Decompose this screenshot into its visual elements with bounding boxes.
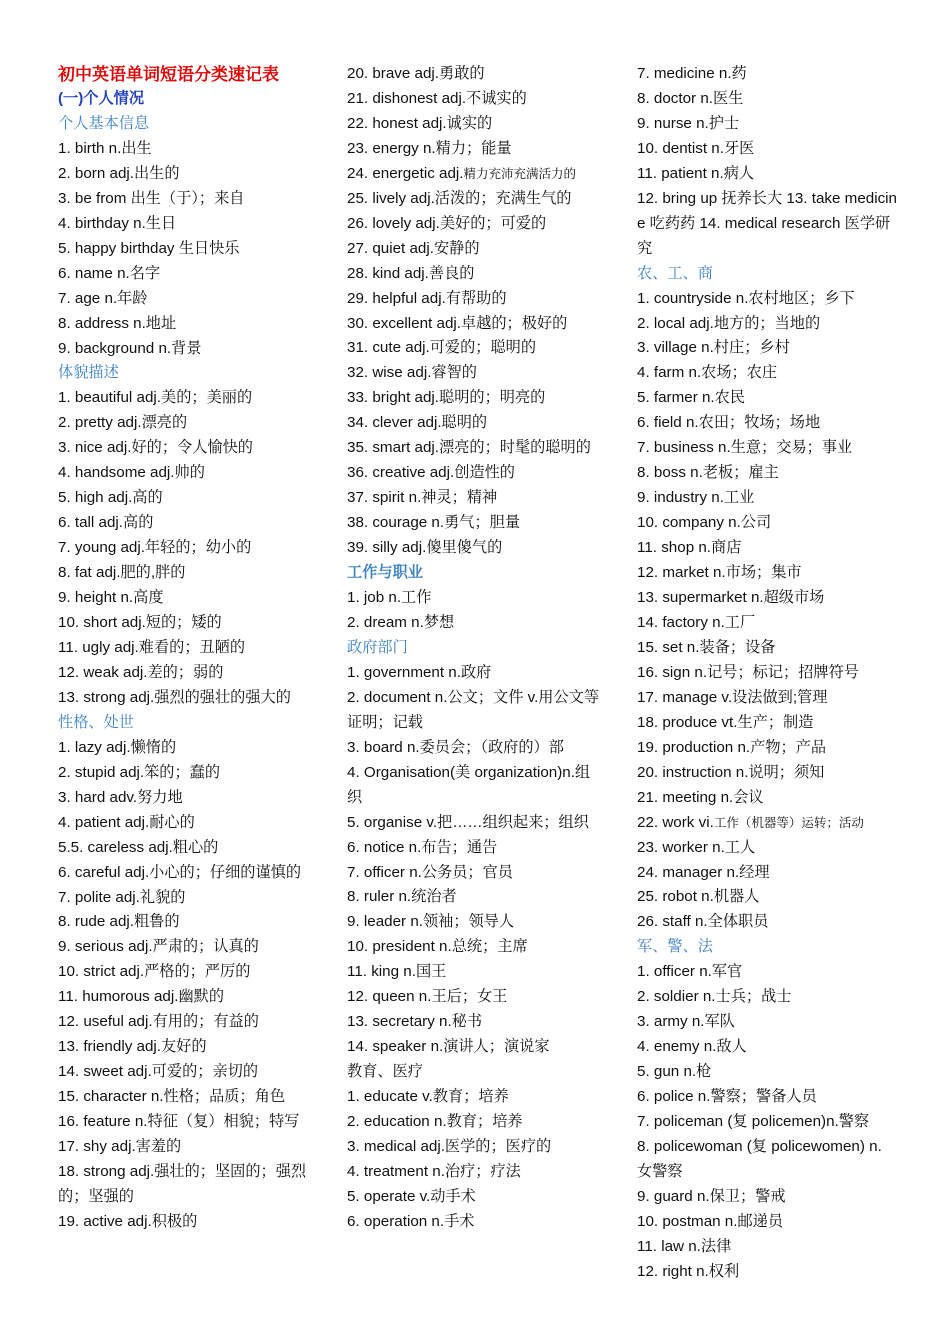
vocab-entry: 6. notice n.布告；通告 <box>347 838 498 856</box>
vocab-entry: 6. police n.警察；警备人员 <box>637 1088 817 1106</box>
vocab-entry: 26. lovely adj.美好的；可爱的 <box>347 214 547 232</box>
vocab-entry: 教育、医疗 <box>347 1063 423 1081</box>
vocab-entry: 15. character n.性格；品质；角色 <box>58 1088 286 1106</box>
vocab-entry: 16. sign n.记号；标记；招牌符号 <box>637 663 859 681</box>
vocab-entry: 15. set n.装备；设备 <box>637 638 776 656</box>
vocab-entry: 14. speaker n.演讲人；演说家 <box>347 1038 550 1056</box>
vocab-entry: 25. robot n.机器人 <box>637 888 760 906</box>
vocab-entry: 20. instruction n.说明；须知 <box>637 763 825 781</box>
vocab-entry: 11. ugly adj.难看的；丑陋的 <box>58 638 246 656</box>
vocab-entry: 6. field n.农田；牧场；场地 <box>637 414 821 432</box>
vocab-entry: 10. strict adj.严格的；严厉的 <box>58 963 251 981</box>
vocab-entry: 11. king n.国王 <box>347 963 447 981</box>
vocab-entry: 10. postman n.邮递员 <box>637 1212 784 1230</box>
section-heading: 性格、处世 <box>58 713 134 731</box>
vocab-entry: 9. height n.高度 <box>58 589 164 607</box>
vocab-entry: 10. dentist n.牙医 <box>637 139 755 157</box>
vocab-entry: 24. energetic adj.精力充沛充满活力的 <box>347 164 577 182</box>
vocab-entry: 1. officer n.军官 <box>637 963 743 981</box>
vocab-entry: 8. doctor n.医生 <box>637 89 744 107</box>
vocab-entry: 3. village n.村庄；乡村 <box>637 339 790 357</box>
vocab-entry: 3. nice adj.好的；令人愉快的 <box>58 439 253 457</box>
vocab-entry: 28. kind adj.善良的 <box>347 264 475 282</box>
vocab-entry: 12. weak adj.差的；弱的 <box>58 663 224 681</box>
vocab-entry: 18. strong adj.强壮的；坚固的；强烈的；坚强的 <box>58 1162 307 1205</box>
vocab-entry: 23. energy n.精力；能量 <box>347 139 512 157</box>
vocab-entry: 7. officer n.公务员；官员 <box>347 863 513 881</box>
vocab-entry: 9. guard n.保卫；警戒 <box>637 1187 786 1205</box>
vocab-entry: 22. work vi.工作（机器等）运转；活动 <box>637 813 864 831</box>
vocab-entry: 3. be from 出生（于）；来自 <box>58 189 245 207</box>
vocab-entry: 8. rude adj.粗鲁的 <box>58 913 180 931</box>
vocab-entry: 8. fat adj.肥的,胖的 <box>58 564 186 582</box>
vocab-entry: 12. market n.市场；集市 <box>637 564 802 582</box>
vocab-entry: 5. farmer n.农民 <box>637 389 746 407</box>
vocab-entry: 1. government n.政府 <box>347 663 492 681</box>
vocab-entry: 20. brave adj.勇敢的 <box>347 65 485 82</box>
vocab-entry: 30. excellent adj.卓越的；极好的 <box>347 314 568 332</box>
vocab-entry: 38. courage n.勇气；胆量 <box>347 514 521 532</box>
section-heading: 政府部门 <box>347 638 408 656</box>
small-text: 精力充沛充满活力的 <box>463 166 577 181</box>
vocab-entry: 1. birth n.出生 <box>58 139 152 157</box>
vocab-entry: 2. born adj.出生的 <box>58 164 180 182</box>
vocab-entry: 1. beautiful adj.美的；美丽的 <box>58 389 253 407</box>
vocab-entry: 17. manage v.设法做到;管理 <box>637 688 828 706</box>
vocab-entry: 9. serious adj.严肃的；认真的 <box>58 938 259 956</box>
vocab-entry: 3. medical adj.医学的；医疗的 <box>347 1137 552 1155</box>
vocab-entry: 34. clever adj.聪明的 <box>347 414 488 432</box>
vocab-entry: 27. quiet adj.安静的 <box>347 239 480 257</box>
vocab-entry: 11. shop n.商店 <box>637 539 742 557</box>
vocab-entry: 9. nurse n.护士 <box>637 114 740 132</box>
vocab-entry: 37. spirit n.神灵；精神 <box>347 489 498 507</box>
vocab-entry: 12. useful adj.有用的；有益的 <box>58 1013 259 1031</box>
vocab-entry: 39. silly adj.傻里傻气的 <box>347 539 503 557</box>
vocab-entry: 3. board n.委员会；（政府的）部 <box>347 738 564 756</box>
vocab-entry: 7. policeman (复 policemen)n.警察 <box>637 1113 870 1131</box>
vocab-entry: 22. honest adj.诚实的 <box>347 114 493 132</box>
column-3 <box>637 62 899 1285</box>
vocab-entry: 19. active adj.积极的 <box>58 1212 198 1230</box>
vocab-entry: 5. operate v.动手术 <box>347 1187 476 1205</box>
vocab-entry: 17. shy adj.害羞的 <box>58 1138 182 1156</box>
vocab-entry: 4. patient adj.耐心的 <box>58 813 195 831</box>
vocab-entry: 13. strong adj.强烈的强壮的强大的 <box>58 688 291 706</box>
column-1-entries <box>58 87 314 1235</box>
vocab-entry: 5. gun n.枪 <box>637 1063 712 1081</box>
small-text: 工作（机器等）运转；活动 <box>713 815 864 830</box>
vocab-entry: 13. secretary n.秘书 <box>347 1013 483 1031</box>
vocab-entry: 24. manager n.经理 <box>637 863 770 881</box>
section-heading: 农、工、商 <box>637 264 713 282</box>
vocab-entry: 7. medicine n.药 <box>637 65 747 82</box>
vocab-entry: 11. patient n.病人 <box>637 164 755 182</box>
vocab-entry: 8. address n.地址 <box>58 314 177 332</box>
vocab-entry: 16. feature n.特征（复）相貌；特写 <box>58 1113 300 1131</box>
column-2 <box>347 62 605 1235</box>
vocab-entry: 12. bring up 抚养长大 13. take medicine 吃药药 14. medical research 医学研究 <box>637 189 897 257</box>
column-3-entries <box>637 62 899 1285</box>
vocab-entry: 5. organise v.把……组织起来；组织 <box>347 813 589 831</box>
vocab-entry: 4. birthday n.生日 <box>58 214 177 232</box>
vocab-entry: 14. factory n.工厂 <box>637 613 756 631</box>
vocab-entry: 3. hard adv.努力地 <box>58 788 183 806</box>
vocab-entry: 9. leader n.领袖；领导人 <box>347 913 515 931</box>
vocab-entry: 7. business n.生意；交易；事业 <box>637 439 853 457</box>
vocab-entry: 8. ruler n.统治者 <box>347 888 457 906</box>
vocab-entry: 19. production n.产物；产品 <box>637 738 827 756</box>
vocab-entry: 33. bright adj.聪明的；明亮的 <box>347 389 546 407</box>
vocab-entry: 10. short adj.短的；矮的 <box>58 614 222 632</box>
vocab-entry: 13. supermarket n.超级市场 <box>637 589 825 607</box>
vocab-entry: 14. sweet adj.可爱的；亲切的 <box>58 1063 259 1081</box>
vocab-entry: 4. handsome adj.帅的 <box>58 464 205 482</box>
vocab-entry: 31. cute adj.可爱的；聪明的 <box>347 339 537 357</box>
vocab-entry: 11. law n.法律 <box>637 1237 732 1255</box>
vocab-entry: 35. smart adj.漂亮的；时髦的聪明的 <box>347 439 591 457</box>
vocab-entry: 21. meeting n.会议 <box>637 788 764 806</box>
vocab-entry: 10. company n.公司 <box>637 514 772 532</box>
vocab-entry: 2. dream n.梦想 <box>347 613 455 631</box>
vocab-entry: 4. Organisation(美 organization)n.组织 <box>347 763 591 806</box>
section-heading: 军、警、法 <box>637 938 713 956</box>
vocab-entry: 11. humorous adj.幽默的 <box>58 988 225 1006</box>
vocab-entry: 4. farm n.农场；农庄 <box>637 364 778 382</box>
vocab-entry: 26. staff n.全体职员 <box>637 913 769 931</box>
vocab-entry: 4. treatment n.治疗；疗法 <box>347 1162 521 1180</box>
vocab-entry: 12. queen n.王后；女王 <box>347 988 508 1006</box>
vocab-entry: 10. president n.总统；主席 <box>347 938 528 956</box>
vocab-entry: 3. army n.军队 <box>637 1013 735 1031</box>
vocab-entry: 6. careful adj.小心的；仔细的谨慎的 <box>58 863 302 881</box>
vocab-entry: 23. worker n.工人 <box>637 838 756 856</box>
vocab-entry: 18. produce vt.生产；制造 <box>637 713 814 731</box>
vocab-entry: 7. age n.年龄 <box>58 289 148 307</box>
vocab-entry: 5. happy birthday 生日快乐 <box>58 239 240 257</box>
vocab-entry: 32. wise adj.睿智的 <box>347 364 477 382</box>
vocab-entry: 25. lively adj.活泼的；充满生气的 <box>347 189 572 207</box>
vocab-entry: 2. local adj.地方的；当地的 <box>637 314 821 332</box>
column-1 <box>58 62 314 1235</box>
vocab-entry: 2. pretty adj.漂亮的 <box>58 414 188 432</box>
section-heading: 体貌描述 <box>58 364 119 382</box>
vocab-entry: 1. countryside n.农村地区；乡下 <box>637 289 855 307</box>
vocab-entry: 8. boss n.老板；雇主 <box>637 464 779 482</box>
vocab-entry: 1. lazy adj.懒惰的 <box>58 738 177 756</box>
vocab-entry: 6. operation n.手术 <box>347 1212 475 1230</box>
vocab-entry: 2. stupid adj.笨的；蠢的 <box>58 763 221 781</box>
vocab-entry: 4. enemy n.敌人 <box>637 1038 747 1056</box>
vocab-entry: 2. soldier n.士兵；战士 <box>637 988 792 1006</box>
vocab-entry: 9. industry n.工业 <box>637 489 755 507</box>
section-heading: 工作与职业 <box>347 564 423 582</box>
vocab-entry: 5. high adj.高的 <box>58 489 163 507</box>
section-heading: 个人基本信息 <box>58 114 150 132</box>
section-heading: (一)个人情况 <box>58 90 145 107</box>
vocab-entry: 5.5. careless adj.粗心的 <box>58 838 219 856</box>
vocab-entry: 7. polite adj.礼貌的 <box>58 888 186 906</box>
vocab-entry: 7. young adj.年轻的；幼小的 <box>58 539 252 557</box>
vocab-entry: 6. name n.名字 <box>58 264 161 282</box>
vocab-entry: 1. job n.工作 <box>347 589 432 607</box>
vocab-entry: 29. helpful adj.有帮助的 <box>347 289 507 307</box>
document-title: 初中英语单词短语分类速记表 <box>58 65 279 84</box>
vocab-entry: 9. background n.背景 <box>58 339 202 357</box>
vocab-entry: 8. policewoman (复 policewomen) n. 女警察 <box>637 1137 882 1180</box>
column-2-entries <box>347 62 605 1235</box>
vocab-entry: 12. right n.权利 <box>637 1262 740 1280</box>
vocab-entry: 1. educate v.教育；培养 <box>347 1088 509 1106</box>
vocab-entry: 36. creative adj.创造性的 <box>347 464 515 482</box>
vocab-entry: 13. friendly adj.友好的 <box>58 1038 207 1056</box>
vocab-entry: 21. dishonest adj.不诚实的 <box>347 89 527 107</box>
vocab-entry: 2. education n.教育；培养 <box>347 1113 523 1131</box>
vocab-entry: 2. document n.公文；文件 v.用公文等证明；记载 <box>347 688 600 731</box>
vocab-entry: 6. tall adj.高的 <box>58 514 154 532</box>
